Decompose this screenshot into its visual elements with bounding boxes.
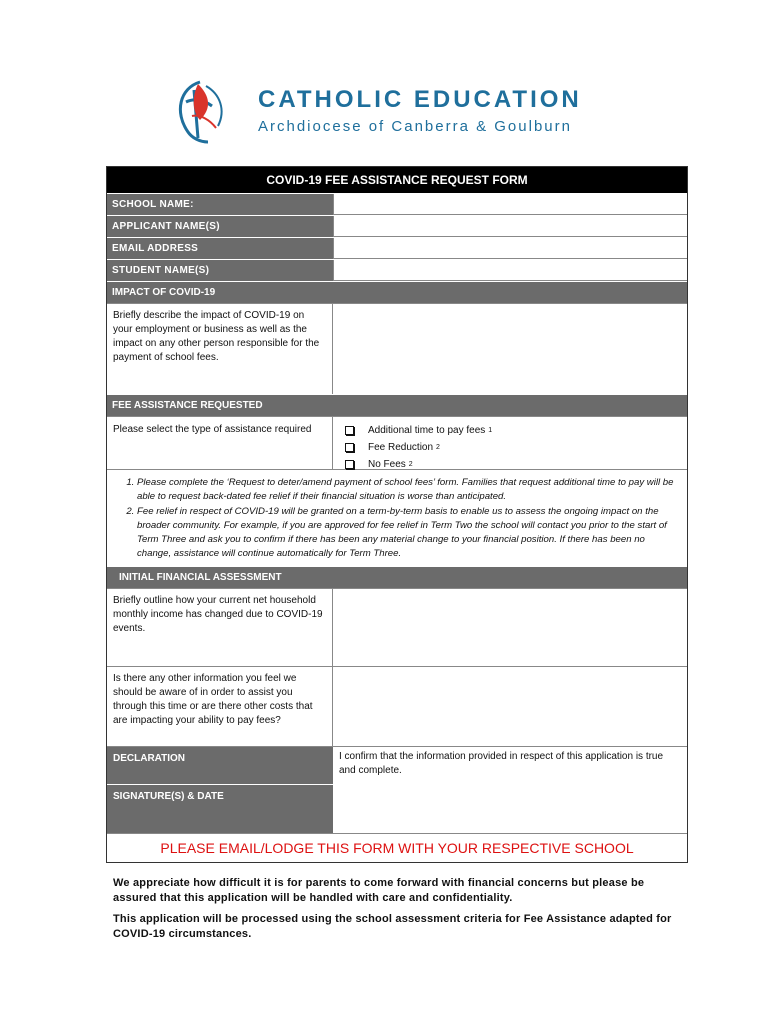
footnote-1: 1. Please complete the ‘Request to deter/amend payment of school fees’ form. Families that request additional time to pay will be able to request back-dated fee relief if their financial situation is worse than anticipated.	[137, 476, 679, 504]
school-name-row	[107, 193, 687, 215]
checkbox-icon[interactable]	[345, 443, 354, 452]
checkbox-icon[interactable]	[345, 460, 354, 469]
option-label: No Fees	[368, 459, 406, 470]
footer-paragraph-1: We appreciate how difficult it is for parents to come forward with financial concerns but please be assured that this application will be handled with care and confidentiality.	[113, 877, 645, 904]
financial-assessment-header: INITIAL FINANCIAL ASSESSMENT	[107, 566, 687, 588]
income-prompt: Briefly outline how your current net household monthly income has changed due to COVID-19 events.	[107, 589, 333, 666]
impact-prompt: Briefly describe the impact of COVID-19 on your employment or business as well as the impact on any other person responsible for the payment of school fees.	[107, 304, 333, 394]
student-names-row	[107, 259, 687, 281]
option-fee-reduction[interactable]	[345, 439, 687, 456]
school-name-field[interactable]	[333, 194, 687, 215]
student-names-field[interactable]	[333, 260, 687, 281]
form-title: COVID-19 FEE ASSISTANCE REQUEST FORM	[107, 167, 687, 193]
other-info-prompt: Is there any other information you feel we should be aware of in order to assist you through this time or are there other costs that are impacting your ability to pay fees?	[107, 667, 333, 746]
signature-row	[107, 784, 687, 833]
footer-paragraph-2: This application will be processed using the school assessment criteria for Fee Assistance adapted for COVID-19 circumstances.	[113, 913, 672, 940]
logo-title: CATHOLIC EDUCATION	[258, 86, 582, 113]
other-info-field[interactable]	[333, 667, 687, 746]
email-field[interactable]	[333, 238, 687, 259]
school-name-label: SCHOOL NAME:	[107, 194, 333, 215]
declaration-row	[107, 746, 687, 784]
signature-label: SIGNATURE(S) & DATE	[107, 785, 333, 833]
footer-text	[113, 876, 673, 948]
option-label: Fee Reduction	[368, 442, 434, 453]
fee-assistance-form	[106, 166, 688, 863]
other-info-row	[107, 666, 687, 746]
applicant-names-row	[107, 215, 687, 237]
email-row	[107, 237, 687, 259]
option-label: Additional time to pay fees	[368, 425, 486, 436]
declaration-label: DECLARATION	[107, 747, 333, 784]
applicant-names-field[interactable]	[333, 216, 687, 237]
option-footnote: 1	[488, 427, 493, 434]
email-label: EMAIL ADDRESS	[107, 238, 333, 259]
option-additional-time[interactable]	[345, 422, 687, 439]
income-field[interactable]	[333, 589, 687, 666]
checkbox-icon[interactable]	[345, 426, 354, 435]
assistance-options	[333, 417, 687, 469]
assistance-row	[107, 416, 687, 469]
option-footnote: 2	[408, 461, 413, 468]
cross-logo-icon	[170, 76, 230, 146]
impact-field[interactable]	[333, 304, 687, 394]
logo-subtitle: Archdiocese of Canberra & Goulburn	[258, 118, 572, 135]
footnotes	[107, 469, 687, 566]
footnote-2: 2. Fee relief in respect of COVID-19 will be granted on a term-by-term basis to enable us to assess the ongoing impact on the broader community. For example, if you are approved for fee relief in Term Two the school will contact you prior to the start of Term Three and ask you to confirm if there has been any material change to your financial position. If there has been no change, assistance will continue automatically for Term Three.	[137, 505, 679, 561]
assistance-header: FEE ASSISTANCE REQUESTED	[107, 394, 687, 416]
student-names-label: STUDENT NAME(S)	[107, 260, 333, 281]
declaration-text: I confirm that the information provided in respect of this application is true and complete.	[339, 751, 664, 776]
signature-field[interactable]	[333, 785, 687, 833]
option-footnote: 2	[436, 444, 440, 451]
applicant-names-label: APPLICANT NAME(S)	[107, 216, 333, 237]
catholic-education-logo	[170, 76, 610, 146]
impact-row	[107, 303, 687, 394]
impact-header: IMPACT OF COVID-19	[107, 281, 687, 303]
income-row	[107, 588, 687, 666]
option-no-fees[interactable]	[345, 456, 687, 473]
assistance-prompt: Please select the type of assistance required	[107, 417, 333, 469]
lodge-form-notice: PLEASE EMAIL/LODGE THIS FORM WITH YOUR RESPECTIVE SCHOOL	[107, 833, 687, 862]
